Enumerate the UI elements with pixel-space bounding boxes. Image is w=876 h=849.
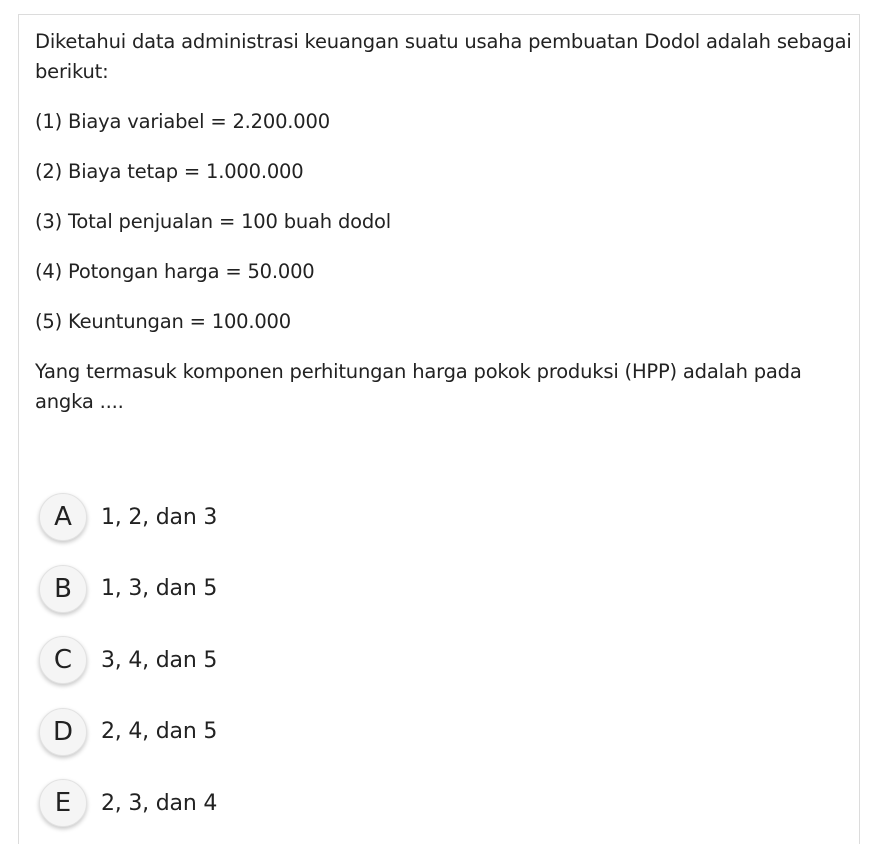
option-b-text: 1, 3, dan 5 <box>101 576 218 601</box>
option-a-badge[interactable]: A <box>39 493 87 541</box>
question-intro: Diketahui data administrasi keuangan suatu usaha pembuatan Dodol adalah sebagai berikut: <box>35 30 852 83</box>
question-text <box>35 27 857 417</box>
option-b[interactable] <box>39 563 217 615</box>
option-c-badge[interactable]: C <box>39 636 87 684</box>
data-item-2: (2) Biaya tetap = 1.000.000 <box>35 160 304 183</box>
data-item-1: (1) Biaya variabel = 2.200.000 <box>35 110 330 133</box>
answer-options <box>39 491 217 849</box>
option-e[interactable] <box>39 777 217 829</box>
option-a-text: 1, 2, dan 3 <box>101 504 218 530</box>
data-item-5: (5) Keuntungan = 100.000 <box>35 310 291 333</box>
option-a[interactable] <box>39 491 217 543</box>
option-b-badge[interactable]: B <box>39 565 87 613</box>
option-c-text: 3, 4, dan 5 <box>101 647 218 673</box>
data-item-4: (4) Potongan harga = 50.000 <box>35 260 315 283</box>
option-e-badge[interactable]: E <box>39 779 87 827</box>
question-prompt: Yang termasuk komponen perhitungan harga pokok produksi (HPP) adalah pada angka .... <box>35 360 802 413</box>
option-c[interactable] <box>39 634 217 686</box>
data-item-3: (3) Total penjualan = 100 buah dodol <box>35 210 391 233</box>
option-d[interactable] <box>39 706 217 758</box>
question-card <box>18 14 860 844</box>
option-d-badge[interactable]: D <box>39 708 87 756</box>
option-e-text: 2, 3, dan 4 <box>101 790 218 816</box>
option-d-text: 2, 4, dan 5 <box>101 719 218 744</box>
